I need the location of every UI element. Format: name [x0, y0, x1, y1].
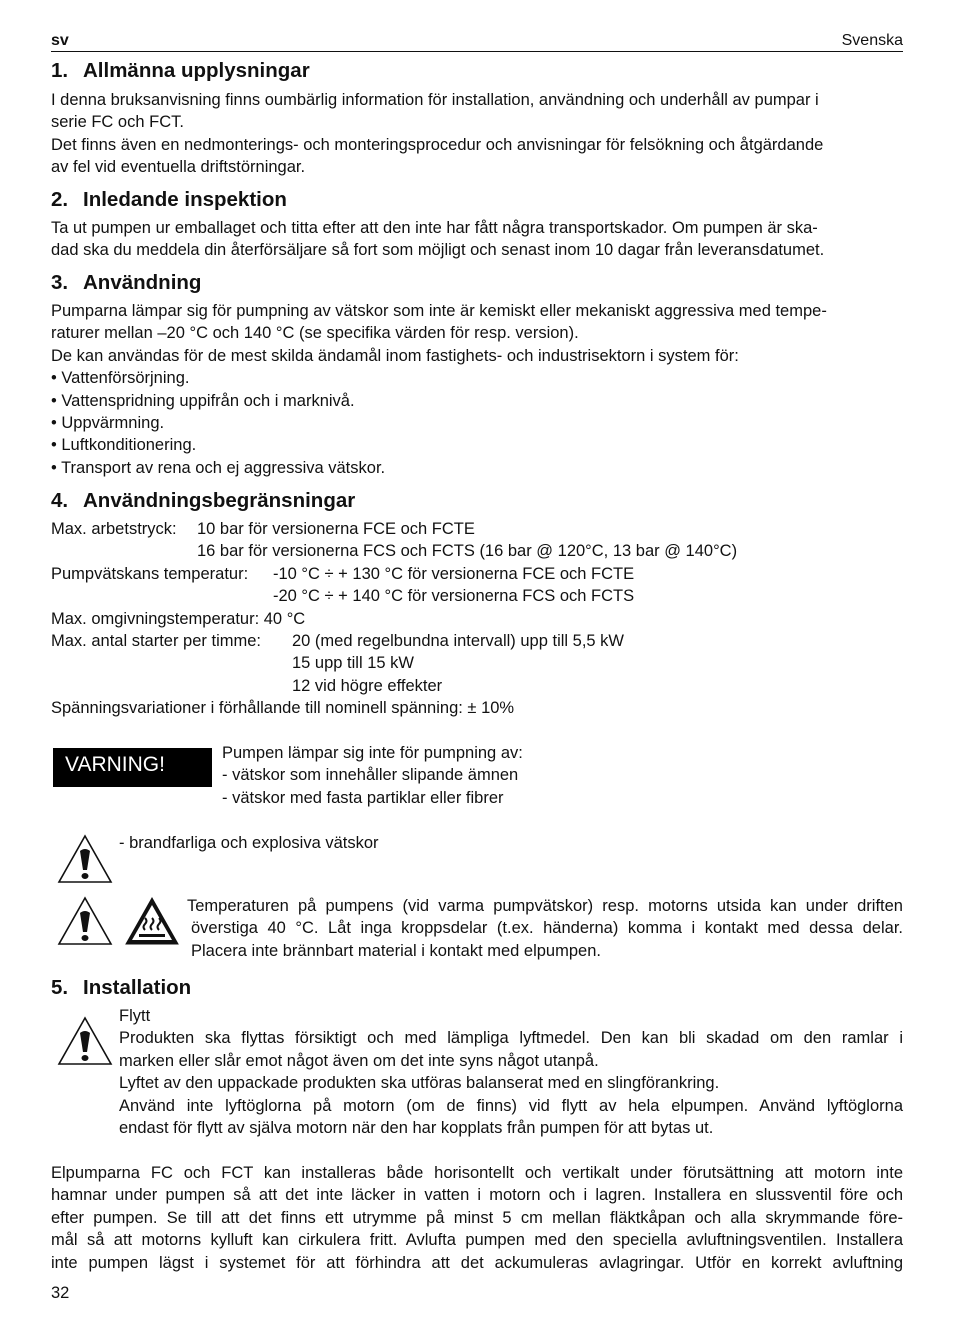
header-divider — [51, 51, 903, 52]
section-2-body — [51, 217, 903, 262]
text-line: Pumparna lämpar sig för pumpning av vätskor som inte är kemiskt eller mekaniskt aggressiva med tempe- — [51, 302, 827, 320]
temperature-label: Pumpvätskans temperatur: — [51, 565, 249, 583]
text-line: Ta ut pumpen ur emballaget och titta efter att den inte har fått några transportskador. Om pumpen är ska- — [51, 219, 818, 237]
ambient-temperature: Max. omgivningstemperatur: 40 °C — [51, 610, 306, 628]
temperature-value: -10 °C ÷ + 130 °C för versionerna FCE och FCTE — [273, 565, 635, 583]
section-number: 1. — [51, 59, 69, 82]
subheading-moving: Flytt — [119, 1007, 151, 1025]
list-item: • Transport av rena och ej aggressiva vätskor. — [51, 458, 386, 477]
starts-value: 12 vid högre effekter — [292, 677, 443, 695]
section-1-heading — [51, 60, 310, 82]
section-title: Installation — [83, 976, 192, 999]
text-line: serie FC och FCT. — [51, 113, 184, 132]
text-line: Elpumparna FC och FCT kan installeras både horisontellt och vertikalt under förutsättning att motorn inte — [51, 1164, 903, 1182]
text-line: Temperaturen på pumpens (vid varma pumpvätskor) resp. motorns utsida kan under driften — [187, 897, 903, 915]
list-item: • Vattenspridning uppifrån och i marknivå. — [51, 391, 355, 410]
starts-value: 15 upp till 15 kW — [292, 654, 414, 672]
warning-line: - vätskor som innehåller slipande ämnen — [222, 766, 519, 784]
general-warning-icon — [57, 834, 113, 884]
text-line: av fel vid eventuella driftstörningar. — [51, 158, 306, 177]
text-line: marken eller slår emot något även om det inte syns något utanpå. — [119, 1051, 599, 1070]
moving-instructions — [119, 1005, 903, 1139]
section-number: 4. — [51, 489, 69, 512]
pressure-label: Max. arbetstryck: — [51, 520, 177, 538]
section-number: 3. — [51, 271, 69, 294]
text-line: Använd inte lyftöglorna på motorn (om de finns) vid flytt av hela elpumpen. Använd lyftöglorna — [119, 1096, 903, 1115]
starts-label: Max. antal starter per timme: — [51, 632, 261, 650]
section-title: Användning — [83, 271, 202, 294]
general-warning-icon — [57, 1016, 113, 1066]
flammable-warning-text: - brandfarliga och explosiva vätskor — [119, 834, 379, 852]
section-title: Allmänna upplysningar — [83, 59, 310, 82]
installation-body — [51, 1162, 903, 1274]
pressure-value: 10 bar för versionerna FCE och FCTE — [197, 520, 475, 538]
section-4-heading — [51, 490, 355, 512]
text-line: inte pumpen lägst i systemet för att förhindra att det ackumuleras avlagringar. Utför en korrekt avluftning — [51, 1253, 903, 1272]
text-line: dad ska du meddela din återförsäljare så fort som möjligt och senast inom 10 dagar från leveransdatumet. — [51, 241, 825, 260]
section-number: 2. — [51, 188, 69, 211]
section-title: Inledande inspektion — [83, 188, 287, 211]
section-number: 5. — [51, 976, 69, 999]
list-item: • Vattenförsörjning. — [51, 369, 190, 388]
text-line: Det finns även en nedmonterings- och monteringsprocedur och anvisningar för felsökning och åtgärdande — [51, 135, 824, 154]
pressure-value: 16 bar för versionerna FCS och FCTS (16 bar @ 120°C, 13 bar @ 140°C) — [197, 542, 738, 560]
warning-line: - vätskor med fasta partiklar eller fibrer — [222, 789, 504, 807]
text-line: Placera inte brännbart material i kontakt med elpumpen. — [191, 941, 601, 960]
page-number: 32 — [51, 1284, 70, 1302]
text-line: efter pumpen. Se till att det finns ett utrymme på minst 5 cm mellan fläktkåpan och alla skrymmande före- — [51, 1208, 903, 1227]
language-code: sv — [51, 32, 69, 49]
text-line: mål så att motorns kylluft kan cirkulera fritt. Avlufta pumpen med den speciella avluftningsventilen. Installera — [51, 1231, 903, 1250]
text-line: raturer mellan –20 °C och 140 °C (se specifika värden för resp. version). — [51, 324, 579, 343]
list-item: • Uppvärmning. — [51, 414, 165, 433]
text-line: Lyftet av den uppackade produkten ska utföras balanserat med en slingförankring. — [119, 1074, 720, 1093]
section-3-body — [51, 300, 903, 479]
text-line: överstiga 40 °C. Låt inga kroppsdelar (t.ex. händerna) komma i kontakt med dessa delar. — [191, 919, 903, 938]
voltage-variation: Spänningsvariationer i förhållande till nominell spänning: ± 10% — [51, 699, 515, 717]
temperature-value: -20 °C ÷ + 140 °C för versionerna FCS och FCTS — [273, 587, 635, 605]
text-line: Produkten ska flyttas försiktigt och med lämpliga lyftmedel. Den kan bli skadad om den ramlar i — [119, 1029, 903, 1048]
text-line: hamnar under pumpen så att det inte läcker in vatten i motorn och i lagren. Installera en slussventil före och — [51, 1186, 903, 1205]
section-5-heading — [51, 977, 191, 999]
section-3-heading — [51, 272, 201, 294]
text-line: endast för flytt av själva motorn när den har kopplats från pumpen för att bytas ut. — [119, 1119, 714, 1138]
text-line: De kan användas för de mest skilda ändamål inom fastighets- och industrisektorn i system för: — [51, 346, 739, 365]
warning-badge: VARNING! — [53, 748, 212, 787]
starts-value: 20 (med regelbundna intervall) upp till 5,5 kW — [292, 632, 625, 650]
general-warning-icon — [57, 896, 113, 946]
hot-surface-icon — [124, 896, 180, 946]
section-1-body — [51, 89, 903, 179]
text-line: I denna bruksanvisning finns oumbärlig information för installation, användning och underhåll av pumpar i — [51, 91, 819, 109]
list-item: • Luftkonditionering. — [51, 436, 197, 455]
warning-line: Pumpen lämpar sig inte för pumpning av: — [222, 744, 523, 762]
language-name: Svenska — [841, 32, 903, 49]
section-title: Användningsbegränsningar — [83, 489, 356, 512]
section-2-heading — [51, 189, 287, 211]
hot-surface-warning — [187, 895, 903, 962]
